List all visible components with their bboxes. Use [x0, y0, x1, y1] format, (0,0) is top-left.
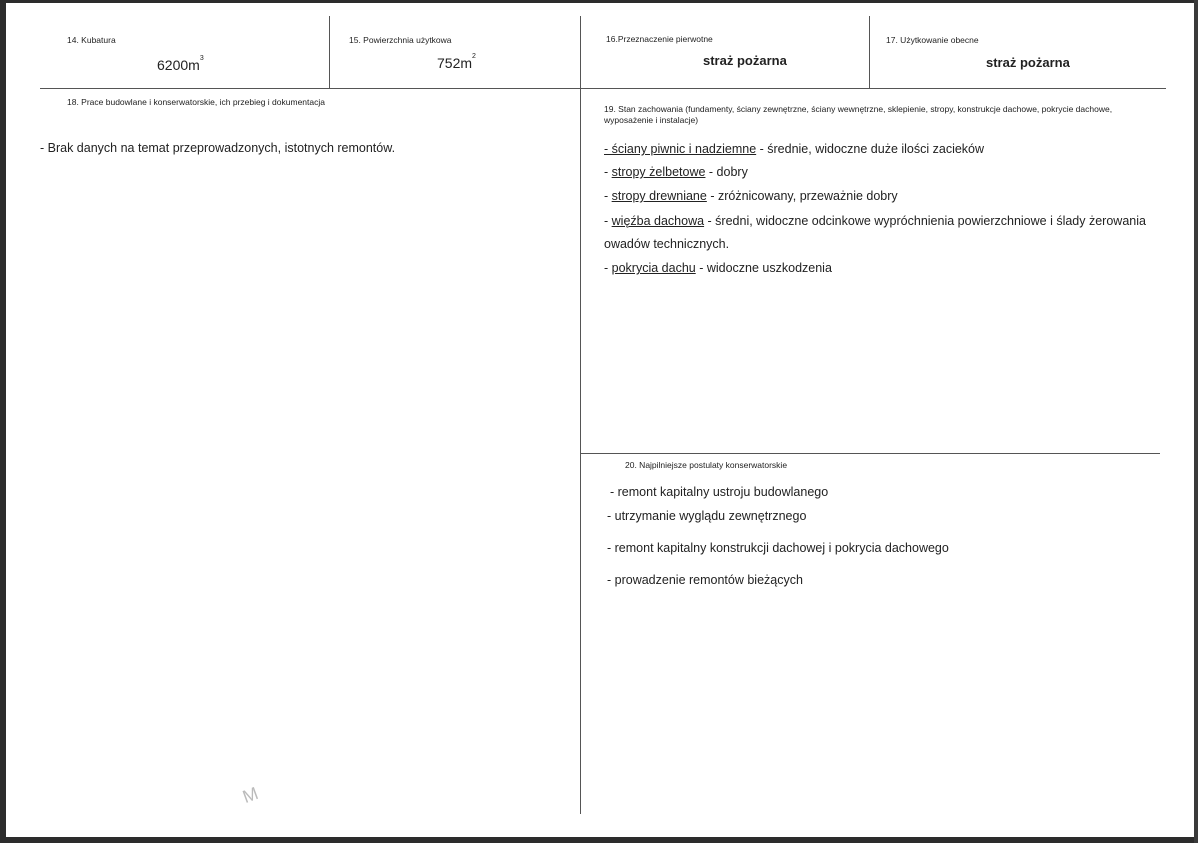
condition-item-continuation: owadów technicznych.: [604, 237, 730, 251]
handwritten-mark: M: [239, 783, 261, 807]
postulate-item: - utrzymanie wyglądu zewnętrznego: [607, 509, 807, 523]
document-page: [6, 3, 1194, 837]
scan-edge: [1194, 0, 1198, 843]
section19-label-line1: 19. Stan zachowania (fundamenty, ściany zewnętrzne, ściany wewnętrzne, sklepienie, stropy, konstrukcje dachowe, pokrycie dachowe,: [604, 104, 1113, 114]
przeznaczenie-value: straż pożarna: [703, 53, 787, 68]
section20-label: 20. Najpilniejsze postulaty konserwatorskie: [625, 460, 788, 470]
przeznaczenie-label: 16.Przeznaczenie pierwotne: [606, 34, 713, 44]
kubatura-label: 14. Kubatura: [67, 35, 116, 45]
kubatura-value: $6200m^3$: [157, 55, 204, 73]
powierzchnia-label: 15. Powierzchnia użytkowa: [349, 35, 452, 45]
uzytkowanie-value: straż pożarna: [986, 55, 1070, 70]
uzytkowanie-label: 17. Użytkowanie obecne: [886, 35, 979, 45]
section18-text: - Brak danych na temat przeprowadzonych, istotnych remontów.: [40, 141, 396, 155]
section18-label: 18. Prace budowlane i konserwatorskie, ich przebieg i dokumentacja: [67, 97, 325, 107]
header-bottom-line: [40, 88, 1166, 89]
condition-item: - więźba dachowa - średni, widoczne odcinkowe wypróchnienia powierzchniowe i ślady żerowania: [604, 214, 1146, 228]
condition-item: - stropy drewniane - zróżnicowany, przeważnie dobry: [604, 189, 898, 203]
postulate-item: - remont kapitalny ustroju budowlanego: [610, 485, 829, 499]
divider-16-17: [869, 16, 870, 88]
postulate-item: - remont kapitalny konstrukcji dachowej i pokrycia dachowego: [607, 541, 949, 555]
divider-15-16: [580, 16, 581, 814]
powierzchnia-value: $752m^2$: [437, 53, 476, 71]
condition-item: - ściany piwnic i nadziemne - średnie, widoczne duże ilości zacieków: [604, 142, 985, 156]
section19-20-line: [580, 453, 1160, 454]
condition-item: - stropy żelbetowe - dobry: [604, 165, 748, 179]
section19-label-line2: wyposażenie i instalacje): [604, 115, 699, 125]
condition-item: - pokrycia dachu - widoczne uszkodzenia: [604, 261, 832, 275]
divider-14-15: [329, 16, 330, 88]
postulate-item: - prowadzenie remontów bieżących: [607, 573, 803, 587]
